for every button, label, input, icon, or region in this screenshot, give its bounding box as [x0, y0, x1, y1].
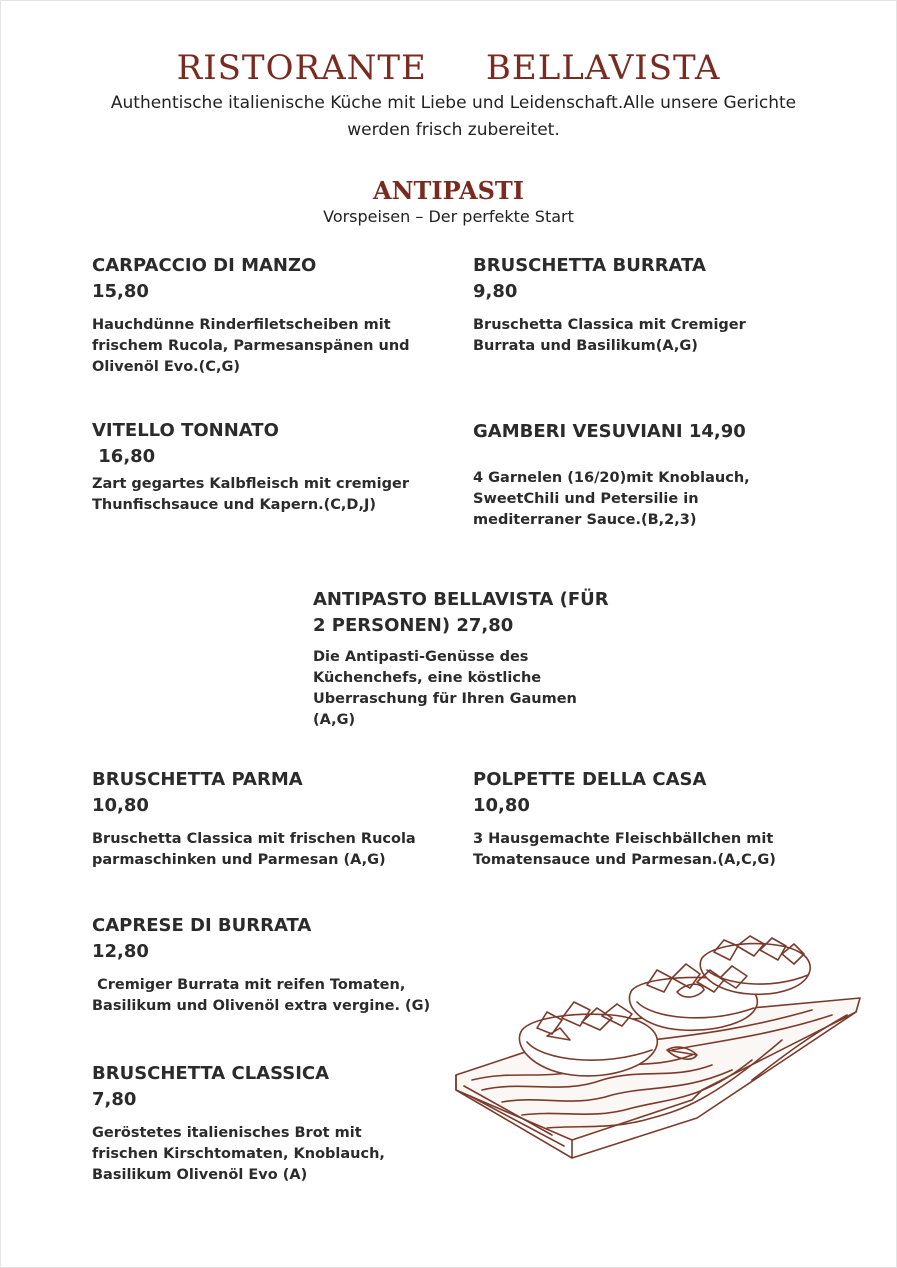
menu-item-bruschetta-classica [92, 1061, 422, 1186]
menu-item-bruschetta-parma [92, 767, 442, 871]
item-price: 10,80 [473, 795, 530, 816]
item-name: POLPETTE DELLA CASA [473, 769, 707, 790]
item-name: CARPACCIO DI MANZO [92, 255, 317, 276]
item-description: Hauchdünne Rinderfiletscheiben mit frischem Rucola, Parmesanspänen und Olivenöl Evo.(C,G) [92, 317, 410, 375]
menu-item-gamberi-vesuviani [473, 419, 803, 531]
restaurant-intro: Authentische italienische Küche mit Liebe und Leidenschaft.Alle unsere Gerichte werden frisch zubereitet. [110, 93, 797, 140]
section-subtitle: Vorspeisen – Der perfekte Start [323, 207, 574, 226]
item-name: BRUSCHETTA BURRATA [473, 255, 706, 276]
item-description: Zart gegartes Kalbfleisch mit cremiger Thunfischsauce und Kapern.(C,D,J) [92, 476, 410, 513]
item-price: 10,80 [92, 795, 149, 816]
menu-item-antipasto-bellavista [313, 587, 613, 731]
item-description: 4 Garnelen (16/20)mit Knoblauch, SweetChili und Petersilie in mediterraner Sauce.(B,2,3) [473, 470, 750, 528]
menu-item-caprese-di-burrata [92, 913, 442, 1017]
menu-item-polpette-della-casa [473, 767, 813, 871]
section-title: ANTIPASTI [373, 176, 524, 205]
menu-item-bruschetta-burrata [473, 253, 793, 357]
item-description: Bruschetta Classica mit frischen Rucola parmaschinken und Parmesan (A,G) [92, 831, 416, 868]
item-price: 12,80 [92, 941, 149, 962]
item-name: BRUSCHETTA PARMA [92, 769, 303, 790]
item-price: 16,80 [92, 446, 156, 467]
item-description: 3 Hausgemachte Fleischbällchen mit Tomatensauce und Parmesan.(A,C,G) [473, 831, 776, 868]
item-name: VITELLO TONNATO [92, 420, 279, 441]
item-description: Bruschetta Classica mit Cremiger Burrata und Basilikum(A,G) [473, 317, 746, 354]
item-name: CAPRESE DI BURRATA [92, 915, 312, 936]
item-price: 15,80 [92, 281, 149, 302]
item-name: GAMBERI VESUVIANI 14,90 [473, 421, 746, 442]
bruschetta-board-illustration-icon [452, 930, 864, 1180]
item-name: ANTIPASTO BELLAVISTA (FÜR 2 PERSONEN) 27,80 [313, 589, 609, 636]
item-description: Cremiger Burrata mit reifen Tomaten, Basilikum und Olivenöl extra vergine. (G) [92, 977, 431, 1014]
item-description: Die Antipasti-Genüsse des Küchenchefs, eine köstliche Uberraschung für Ihren Gaumen (A,G) [313, 649, 577, 728]
item-price: 9,80 [473, 281, 518, 302]
item-price: 7,80 [92, 1089, 137, 1110]
item-name: BRUSCHETTA CLASSICA [92, 1063, 330, 1084]
menu-item-vitello-tonnato [92, 418, 442, 516]
restaurant-name: RISTORANTE BELLAVISTA [176, 48, 721, 88]
menu-item-carpaccio [92, 253, 442, 378]
item-description: Geröstetes italienisches Brot mit frischen Kirschtomaten, Knoblauch, Basilikum Olivenöl Evo (A) [92, 1125, 385, 1183]
